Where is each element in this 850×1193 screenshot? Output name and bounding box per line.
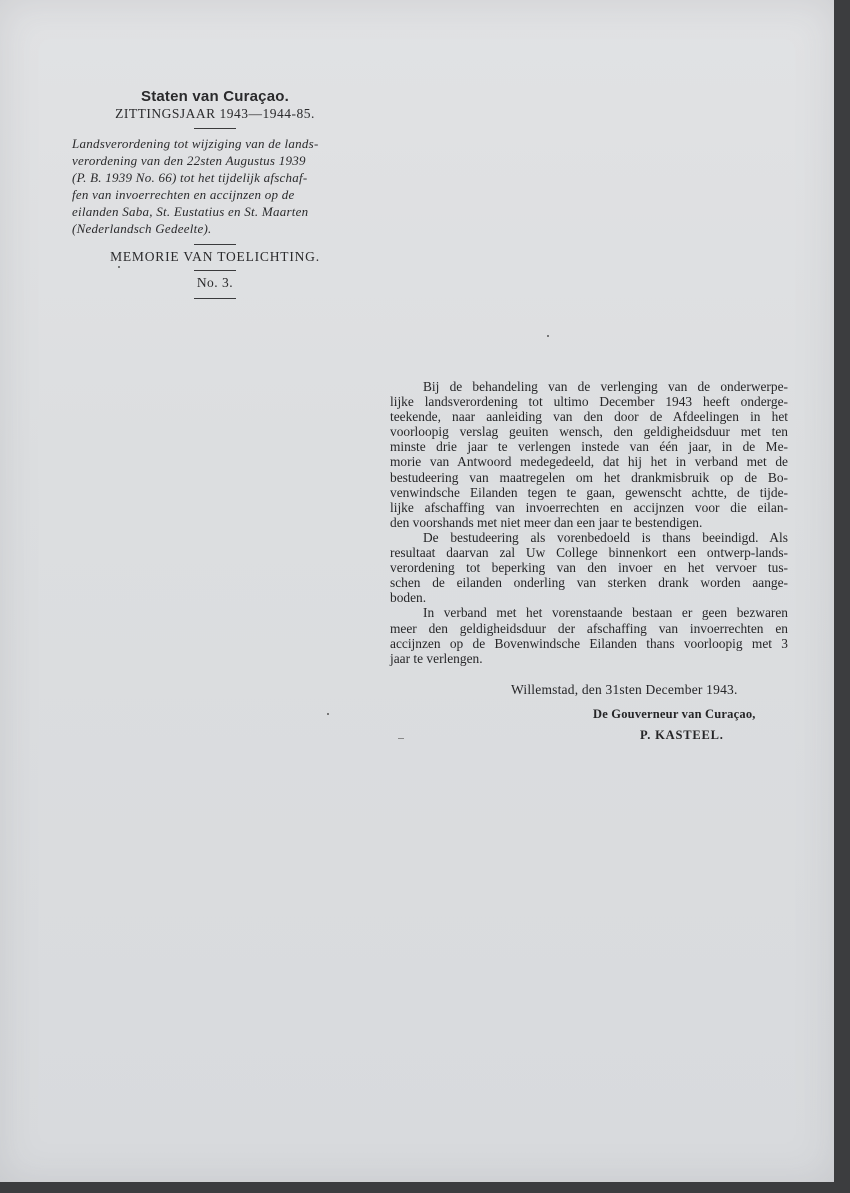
text-line: schen de eilanden onderling van sterken drank worden aange-: [390, 575, 788, 591]
paper-speck: [327, 713, 329, 715]
text-line: resultaat daarvan zal Uw College binnenkort een ontwerp-lands-: [390, 545, 788, 561]
text-line: De bestudeering als vorenbedoeld is thans beeindigd. Als: [423, 529, 788, 545]
divider-rule: [194, 270, 236, 271]
subject-line: Landsverordening tot wijziging van de lands-: [72, 136, 319, 151]
paragraph: [390, 530, 788, 605]
text-line: lijke afschaffing van invoerrechten en accijnzen voor die eilan-: [390, 499, 788, 515]
text-line: teekende, naar aanleiding van den door de Afdeelingen in het: [390, 409, 788, 425]
text-line: In verband met het vorenstaande bestaan er geen bezwaren: [423, 605, 788, 621]
paragraph: [390, 605, 788, 665]
text-line: meer den geldigheidsduur der afschaffing van invoerrechten en: [390, 620, 788, 636]
subject-line: eilanden Saba, St. Eustatius en St. Maarten: [72, 204, 309, 219]
session-year: ZITTINGSJAAR 1943—1944-85.: [115, 106, 315, 121]
paper-speck: [118, 266, 120, 268]
body-text: [390, 379, 788, 666]
text-line: minste drie jaar te verlengen instede van één jaar, in de Me-: [390, 439, 788, 455]
subject-line: (P. B. 1939 No. 66) tot het tijdelijk afschaf-: [72, 170, 308, 185]
text-line: voorloopig verslag geuiten wensch, den geldigheidsduur met ten: [390, 424, 788, 440]
paper-speck: [398, 738, 404, 739]
paper-speck: [547, 335, 549, 337]
text-line: venwindsche Eilanden tegen te gaan, gewenscht achtte, de tijde-: [390, 484, 788, 500]
text-line: bestudeering van maatregelen om het drankmisbruik op de Bo-: [390, 469, 788, 485]
divider-rule: [194, 298, 236, 299]
signatory-name: P. KASTEEL.: [640, 728, 724, 742]
paragraph: [390, 379, 788, 530]
text-line: den voorshands met niet meer dan een jaar te bestendigen.: [390, 514, 703, 530]
subject-line: (Nederlandsch Gedeelte).: [72, 221, 212, 236]
document-type: MEMORIE VAN TOELICHTING.: [110, 249, 320, 264]
document-header: [68, 88, 362, 305]
place-and-date: Willemstad, den 31sten December 1943.: [511, 682, 738, 697]
subject-line: fen van invoerrechten en accijnzen op de: [72, 187, 295, 202]
text-line: boden.: [390, 590, 427, 606]
subject-line: verordening van den 22sten Augustus 1939: [72, 153, 306, 168]
text-line: jaar te verlengen.: [390, 650, 483, 666]
organization-title: Staten van Curaçao.: [140, 88, 289, 105]
text-line: Bij de behandeling van de verlenging van de onderwerpe-: [423, 379, 788, 394]
subject-title: [68, 135, 362, 237]
text-line: accijnzen op de Bovenwindsche Eilanden thans voorloopig met 3: [390, 635, 788, 651]
text-line: lijke landsverordening tot ultimo December 1943 heeft onderge-: [390, 394, 788, 410]
signatory-title: De Gouverneur van Curaçao,: [593, 707, 756, 721]
divider-rule: [194, 244, 236, 245]
text-line: morie van Antwoord medegedeeld, dat hij het in verband met de: [390, 454, 788, 470]
document-number: No. 3.: [196, 275, 234, 290]
divider-rule: [194, 128, 236, 129]
text-line: verordening tot beperking van den invoer en het vervoer tus-: [390, 560, 788, 576]
